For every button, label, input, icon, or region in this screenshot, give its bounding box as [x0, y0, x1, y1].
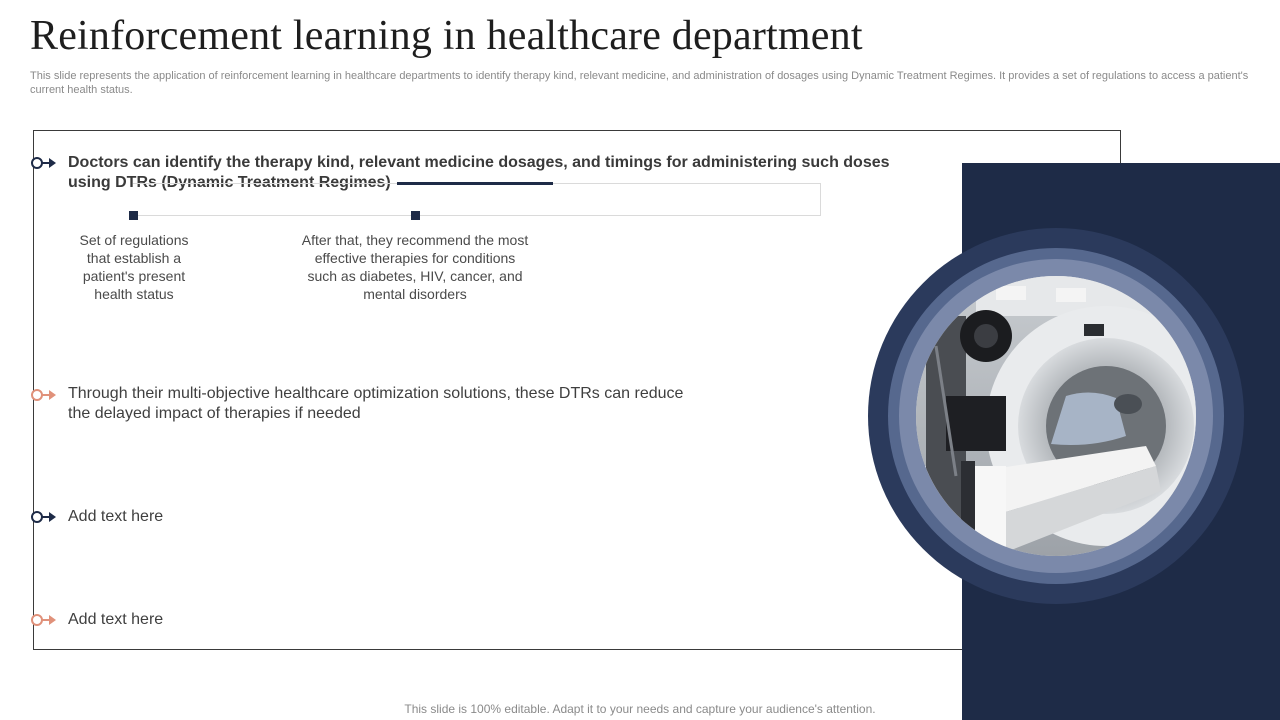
sub-point-marker-2: [411, 211, 420, 220]
circle-arrow-icon: [31, 388, 57, 402]
slide-subtitle: This slide represents the application of reinforcement learning in healthcare departments to identify therapy kind, relevant medicine, and administration of dosages using Dynamic Treatment Regimes. It provides a set of regulations to access a patient's current health status.: [30, 70, 1249, 96]
sub-points-connector: [133, 183, 821, 216]
circle-arrow-icon: [31, 613, 57, 627]
bullet-text-3[interactable]: Add text here: [68, 508, 164, 525]
bullet-text-2: Through their multi-objective healthcare optimization solutions, these DTRs can reduce the delayed impact of therapies if needed: [68, 385, 684, 422]
slide-footer: This slide is 100% editable. Adapt it to your needs and capture your audience's attention.: [404, 702, 876, 716]
sub-point-text-1: Set of regulations that establish a patient's present health status: [79, 232, 189, 302]
slide-title: Reinforcement learning in healthcare department: [30, 13, 863, 59]
mri-scanner-photo: [916, 276, 1196, 556]
accent-bar: [397, 182, 553, 185]
sub-point-text-2: After that, they recommend the most effective therapies for conditions such as diabetes, HIV, cancer, and mental disorders: [301, 232, 529, 302]
mri-scanner-illustration: [916, 276, 1196, 556]
sub-point-marker-1: [129, 211, 138, 220]
bullet-text-4[interactable]: Add text here: [68, 611, 164, 628]
circle-arrow-icon: [31, 156, 57, 170]
bullet-text-1: Doctors can identify the therapy kind, relevant medicine dosages, and timings for administering such doses using DTRs (Dynamic Treatment Regimes): [68, 154, 890, 191]
circle-arrow-icon: [31, 510, 57, 524]
